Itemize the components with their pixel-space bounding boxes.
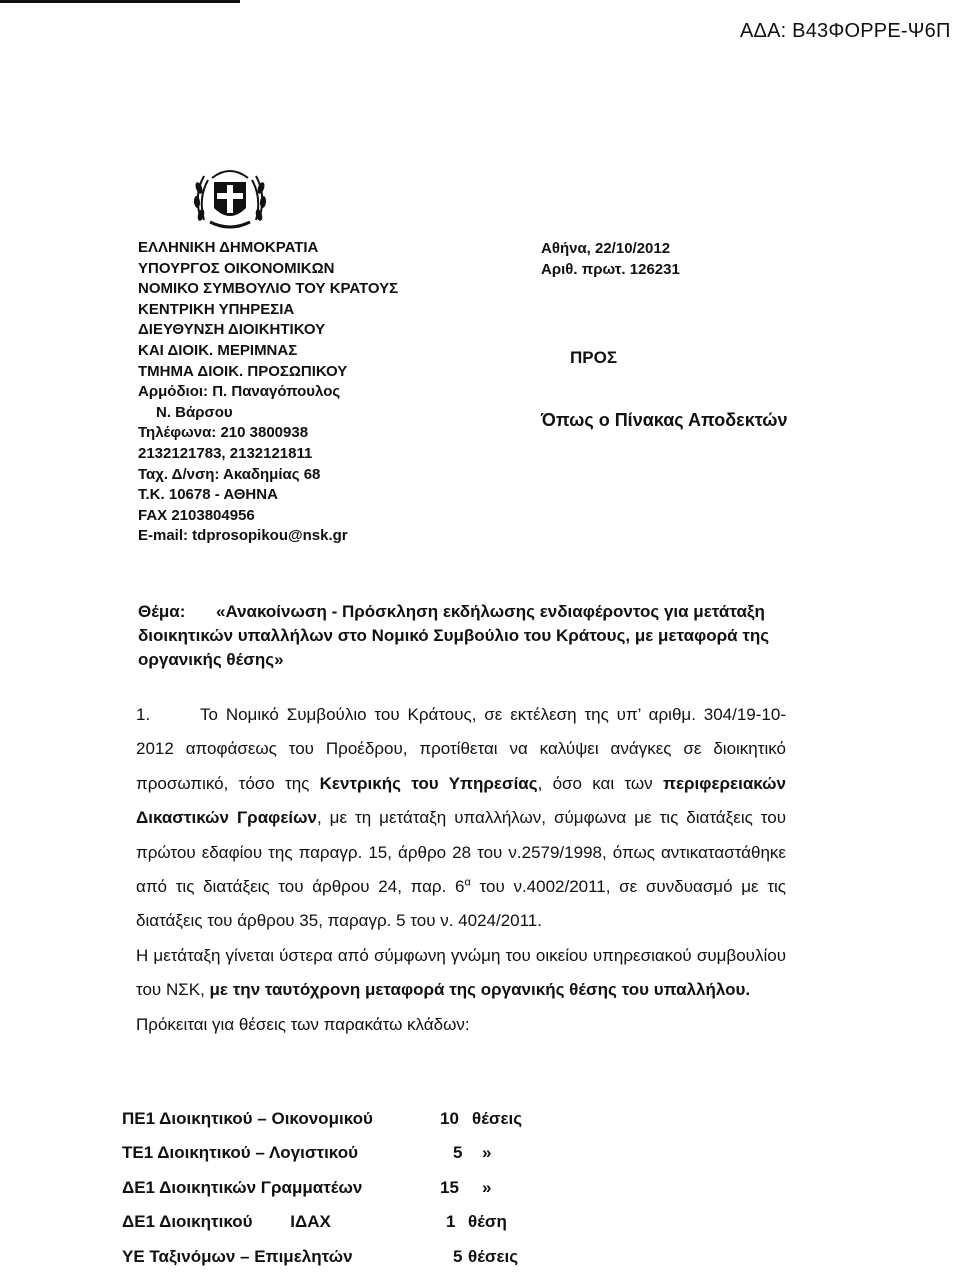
document-date: Αθήνα, 22/10/2012 xyxy=(541,240,671,257)
position-unit: » xyxy=(482,1177,492,1197)
top-rule xyxy=(0,0,240,3)
sender-line: Ταχ. Δ/νση: Ακαδημίας 68 xyxy=(138,465,321,483)
position-branch: ΠΕ1 Διοικητικού – Οικονομικού xyxy=(122,1109,373,1128)
sender-line: ΕΛΛΗΝΙΚΗ ΔΗΜΟΚΡΑΤΙΑ xyxy=(138,239,319,256)
position-count: 10 xyxy=(440,1109,459,1128)
position-unit: θέση xyxy=(468,1212,507,1232)
sender-line: Τ.Κ. 10678 - ΑΘΗΝΑ xyxy=(138,486,278,504)
paragraph-3: Πρόκειται για θέσεις των παρακάτω κλάδων: xyxy=(136,1014,470,1034)
recipient-heading: ΠΡΟΣ xyxy=(570,348,618,367)
paragraph-number: 1. xyxy=(136,705,151,724)
position-count: 15 xyxy=(440,1177,459,1197)
position-branch: ΤΕ1 Διοικητικού – Λογιστικού xyxy=(122,1143,358,1163)
position-unit: θέσεις xyxy=(468,1246,519,1266)
paragraph-text: του ν.4002/2011, σε συνδυασμό με τις διατάξεις του άρθρου 35, παραγρ. 5 του ν. 4024/2011. xyxy=(136,877,786,931)
greek-coat-of-arms-icon xyxy=(190,158,270,238)
paragraph-1 xyxy=(136,698,786,939)
position-branch: ΔΕ1 Διοικητικών Γραμματέων xyxy=(122,1177,363,1197)
position-unit: » xyxy=(482,1143,492,1163)
paragraph-emphasis: με την ταυτόχρονη μεταφορά της οργανικής θέσης του υπαλλήλου. xyxy=(209,980,751,1000)
sender-line: E-mail: tdprosopikou@nsk.gr xyxy=(138,527,348,545)
superscript: α xyxy=(464,876,471,889)
sender-line: Ν. Βάρσου xyxy=(156,403,233,421)
paragraph-2 xyxy=(136,939,786,1008)
position-branch: ΥΕ Ταξινόμων – Επιμελητών xyxy=(122,1246,353,1266)
sender-line: Αρμόδιοι: Π. Παναγόπουλος xyxy=(138,383,341,401)
document-body xyxy=(136,698,786,1042)
sender-block xyxy=(138,238,398,547)
paragraph-text: Η μετάταξη γίνεται ύστερα από σύμφωνη γνώμη του οικείου υπηρεσιακού συμβουλίου του ΝΣΚ, xyxy=(136,945,786,1000)
protocol-number: Αριθ. πρωτ. 126231 xyxy=(541,261,680,278)
paragraph-emphasis: περιφερειακών Δικαστικών Γραφείων xyxy=(136,773,786,828)
sender-line: ΔΙΕΥΘΥΝΣΗ ΔΙΟΙΚΗΤΙΚΟΥ xyxy=(138,321,326,339)
sender-line: ΤΜΗΜΑ ΔΙΟΙΚ. ΠΡΟΣΩΠΙΚΟΥ xyxy=(138,362,348,380)
subject-label: Θέμα: xyxy=(138,602,186,621)
sender-line: ΚΕΝΤΡΙΚΗ ΥΠΗΡΕΣΙΑ xyxy=(138,300,295,318)
sender-line: 2132121783, 2132121811 xyxy=(138,444,313,462)
position-unit: θέσεις xyxy=(472,1109,523,1128)
position-count: 5 xyxy=(453,1246,463,1266)
sender-line: ΥΠΟΥΡΓΟΣ ΟΙΚΟΝΟΜΙΚΩΝ xyxy=(138,259,335,277)
subject-block xyxy=(138,600,828,672)
paragraph-emphasis: Κεντρικής του Υπηρεσίας xyxy=(319,773,538,793)
position-count: 1 xyxy=(446,1212,456,1232)
document-meta xyxy=(541,238,680,280)
sender-line: FAX 2103804956 xyxy=(138,506,255,524)
recipient-list: Όπως ο Πίνακας Αποδεκτών xyxy=(541,410,788,430)
paragraph-text: Το Νομικό Συμβούλιο του Κράτους, σε εκτέλεση της υπ’ αριθμ. 304/19-10-2012 αποφάσεως του Προέδρου, προτίθεται να καλύψει ανάγκες σε διοικητικό προσωπικό, τόσο της xyxy=(136,705,786,793)
ada-code: ΑΔΑ: Β43ΦΟΡΡΕ-Ψ6Π xyxy=(740,20,951,42)
position-branch: ΔΕ1 Διοικητικού ΙΔΑΧ xyxy=(122,1212,331,1232)
sender-line: ΚΑΙ ΔΙΟΙΚ. ΜΕΡΙΜΝΑΣ xyxy=(138,341,298,359)
paragraph-text: , όσο και των xyxy=(537,773,663,793)
position-count: 5 xyxy=(453,1143,463,1163)
subject-text: «Ανακοίνωση - Πρόσκληση εκδήλωσης ενδιαφέροντος για μετάταξη διοικητικών υπαλλήλων στο Νομικό Συμβούλιο του Κράτους, με μεταφορά της οργανικής θέσης» xyxy=(138,602,770,669)
sender-line: ΝΟΜΙΚΟ ΣΥΜΒΟΥΛΙΟ ΤΟΥ ΚΡΑΤΟΥΣ xyxy=(138,280,399,298)
paragraph-text: , με τη μετάταξη υπαλλήλων, σύμφωνα με τις διατάξεις του πρώτου εδαφίου της παραγρ. 15, άρθρο 28 του ν.2579/1998, όπως αντικαταστάθηκε από τις διατάξεις του άρθρου 24, παρ. 6 xyxy=(136,808,787,897)
sender-line: Τηλέφωνα: 210 3800938 xyxy=(138,424,309,442)
